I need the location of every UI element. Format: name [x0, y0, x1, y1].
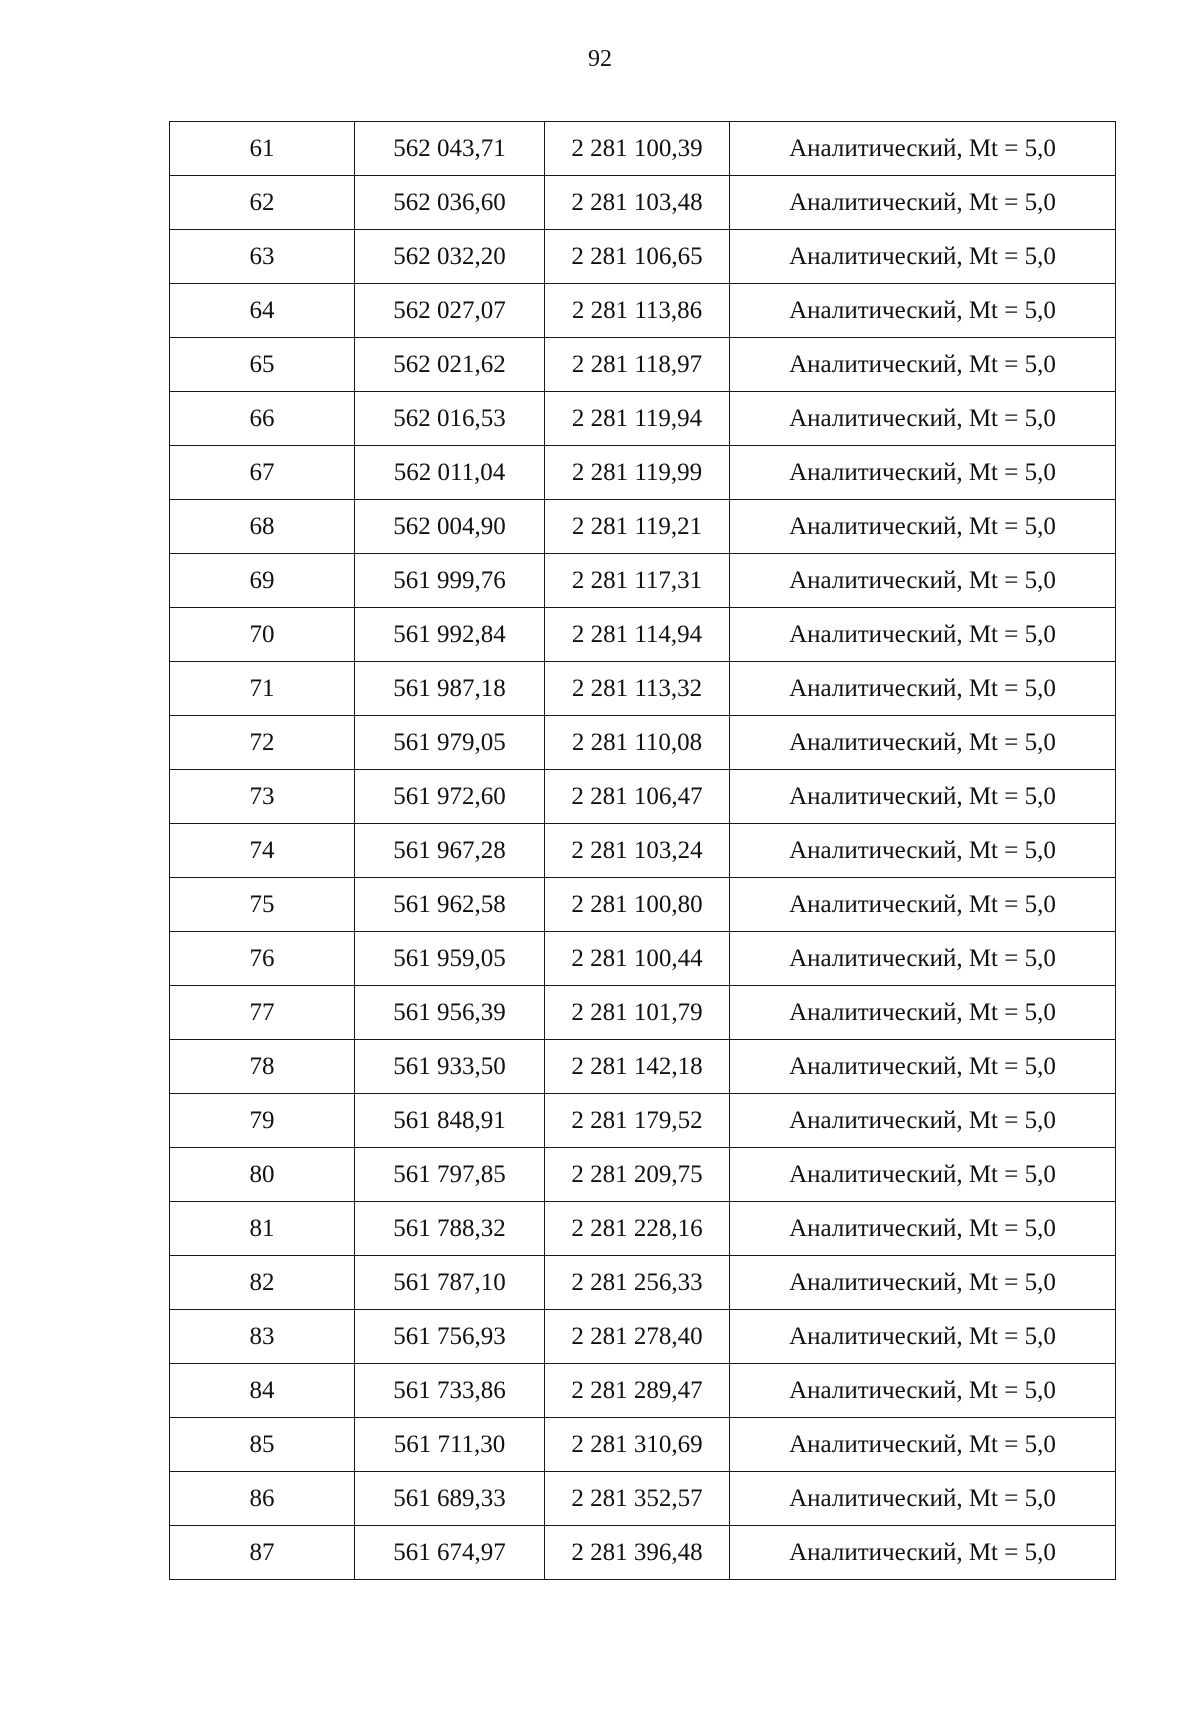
point-number-cell: 74: [170, 824, 355, 878]
point-number-cell: 76: [170, 932, 355, 986]
coordinate-y-cell: 2 281 113,86: [545, 284, 730, 338]
method-cell: Аналитический, Mt = 5,0: [730, 554, 1116, 608]
coordinate-y-cell: 2 281 106,65: [545, 230, 730, 284]
coordinate-x-cell: 561 674,97: [355, 1526, 545, 1580]
table-row: [170, 1202, 1116, 1256]
table-row: [170, 176, 1116, 230]
method-cell: Аналитический, Mt = 5,0: [730, 1094, 1116, 1148]
coordinate-y-cell: 2 281 142,18: [545, 1040, 730, 1094]
method-cell: Аналитический, Mt = 5,0: [730, 716, 1116, 770]
coordinate-x-cell: 562 032,20: [355, 230, 545, 284]
coordinate-x-cell: 561 987,18: [355, 662, 545, 716]
method-cell: Аналитический, Mt = 5,0: [730, 932, 1116, 986]
point-number-cell: 68: [170, 500, 355, 554]
coordinate-x-cell: 562 016,53: [355, 392, 545, 446]
method-cell: Аналитический, Mt = 5,0: [730, 1202, 1116, 1256]
coordinate-x-cell: 561 999,76: [355, 554, 545, 608]
table-row: [170, 554, 1116, 608]
point-number-cell: 80: [170, 1148, 355, 1202]
method-cell: Аналитический, Mt = 5,0: [730, 662, 1116, 716]
point-number-cell: 73: [170, 770, 355, 824]
method-cell: Аналитический, Mt = 5,0: [730, 230, 1116, 284]
table-row: [170, 1094, 1116, 1148]
method-cell: Аналитический, Mt = 5,0: [730, 824, 1116, 878]
coordinate-y-cell: 2 281 103,48: [545, 176, 730, 230]
method-cell: Аналитический, Mt = 5,0: [730, 284, 1116, 338]
table-row: [170, 662, 1116, 716]
table-row: [170, 1472, 1116, 1526]
point-number-cell: 63: [170, 230, 355, 284]
table-row: [170, 1256, 1116, 1310]
page-number: 92: [588, 46, 612, 72]
table-row: [170, 1310, 1116, 1364]
coordinate-x-cell: 561 848,91: [355, 1094, 545, 1148]
coordinates-table: [169, 121, 1116, 1580]
coordinate-y-cell: 2 281 117,31: [545, 554, 730, 608]
table-row: [170, 878, 1116, 932]
coordinate-x-cell: 561 787,10: [355, 1256, 545, 1310]
coordinate-y-cell: 2 281 209,75: [545, 1148, 730, 1202]
table-row: [170, 338, 1116, 392]
coordinate-y-cell: 2 281 179,52: [545, 1094, 730, 1148]
point-number-cell: 84: [170, 1364, 355, 1418]
coordinates-table-body: [170, 122, 1116, 1580]
coordinate-x-cell: 561 788,32: [355, 1202, 545, 1256]
table-row: [170, 824, 1116, 878]
table-row: [170, 770, 1116, 824]
table-row: [170, 1148, 1116, 1202]
coordinate-x-cell: 561 967,28: [355, 824, 545, 878]
table-row: [170, 230, 1116, 284]
table-row: [170, 1526, 1116, 1580]
coordinate-y-cell: 2 281 278,40: [545, 1310, 730, 1364]
coordinate-x-cell: 561 956,39: [355, 986, 545, 1040]
coordinate-y-cell: 2 281 310,69: [545, 1418, 730, 1472]
method-cell: Аналитический, Mt = 5,0: [730, 176, 1116, 230]
coordinate-y-cell: 2 281 110,08: [545, 716, 730, 770]
point-number-cell: 66: [170, 392, 355, 446]
table-row: [170, 608, 1116, 662]
method-cell: Аналитический, Mt = 5,0: [730, 1364, 1116, 1418]
method-cell: Аналитический, Mt = 5,0: [730, 392, 1116, 446]
coordinate-y-cell: 2 281 228,16: [545, 1202, 730, 1256]
method-cell: Аналитический, Mt = 5,0: [730, 500, 1116, 554]
coordinate-x-cell: 562 021,62: [355, 338, 545, 392]
coordinate-x-cell: 561 962,58: [355, 878, 545, 932]
coordinate-y-cell: 2 281 119,99: [545, 446, 730, 500]
coordinate-x-cell: 561 992,84: [355, 608, 545, 662]
method-cell: Аналитический, Mt = 5,0: [730, 122, 1116, 176]
method-cell: Аналитический, Mt = 5,0: [730, 1040, 1116, 1094]
coordinate-y-cell: 2 281 289,47: [545, 1364, 730, 1418]
table-row: [170, 446, 1116, 500]
coordinate-y-cell: 2 281 100,39: [545, 122, 730, 176]
point-number-cell: 67: [170, 446, 355, 500]
method-cell: Аналитический, Mt = 5,0: [730, 446, 1116, 500]
table-row: [170, 716, 1116, 770]
point-number-cell: 64: [170, 284, 355, 338]
coordinate-x-cell: 561 711,30: [355, 1418, 545, 1472]
point-number-cell: 69: [170, 554, 355, 608]
point-number-cell: 61: [170, 122, 355, 176]
coordinate-y-cell: 2 281 113,32: [545, 662, 730, 716]
point-number-cell: 79: [170, 1094, 355, 1148]
point-number-cell: 62: [170, 176, 355, 230]
point-number-cell: 70: [170, 608, 355, 662]
coordinate-y-cell: 2 281 118,97: [545, 338, 730, 392]
coordinate-y-cell: 2 281 396,48: [545, 1526, 730, 1580]
coordinate-x-cell: 562 011,04: [355, 446, 545, 500]
table-row: [170, 1418, 1116, 1472]
point-number-cell: 87: [170, 1526, 355, 1580]
table-row: [170, 500, 1116, 554]
coordinate-x-cell: 562 036,60: [355, 176, 545, 230]
coordinate-x-cell: 561 689,33: [355, 1472, 545, 1526]
method-cell: Аналитический, Mt = 5,0: [730, 986, 1116, 1040]
point-number-cell: 75: [170, 878, 355, 932]
coordinate-y-cell: 2 281 100,44: [545, 932, 730, 986]
method-cell: Аналитический, Mt = 5,0: [730, 608, 1116, 662]
method-cell: Аналитический, Mt = 5,0: [730, 1256, 1116, 1310]
point-number-cell: 81: [170, 1202, 355, 1256]
point-number-cell: 71: [170, 662, 355, 716]
coordinate-y-cell: 2 281 119,94: [545, 392, 730, 446]
coordinate-x-cell: 562 004,90: [355, 500, 545, 554]
coordinate-y-cell: 2 281 256,33: [545, 1256, 730, 1310]
coordinate-x-cell: 561 733,86: [355, 1364, 545, 1418]
method-cell: Аналитический, Mt = 5,0: [730, 878, 1116, 932]
point-number-cell: 85: [170, 1418, 355, 1472]
point-number-cell: 78: [170, 1040, 355, 1094]
coordinate-x-cell: 561 756,93: [355, 1310, 545, 1364]
coordinate-x-cell: 561 933,50: [355, 1040, 545, 1094]
coordinate-x-cell: 561 797,85: [355, 1148, 545, 1202]
table-row: [170, 1364, 1116, 1418]
coordinate-x-cell: 561 972,60: [355, 770, 545, 824]
coordinate-x-cell: 561 959,05: [355, 932, 545, 986]
method-cell: Аналитический, Mt = 5,0: [730, 770, 1116, 824]
coordinate-x-cell: 561 979,05: [355, 716, 545, 770]
table-row: [170, 1040, 1116, 1094]
table-row: [170, 392, 1116, 446]
table-row: [170, 986, 1116, 1040]
coordinate-y-cell: 2 281 114,94: [545, 608, 730, 662]
coordinate-y-cell: 2 281 352,57: [545, 1472, 730, 1526]
table-row: [170, 932, 1116, 986]
coordinate-x-cell: 562 043,71: [355, 122, 545, 176]
method-cell: Аналитический, Mt = 5,0: [730, 1526, 1116, 1580]
method-cell: Аналитический, Mt = 5,0: [730, 338, 1116, 392]
method-cell: Аналитический, Mt = 5,0: [730, 1472, 1116, 1526]
method-cell: Аналитический, Mt = 5,0: [730, 1310, 1116, 1364]
coordinate-y-cell: 2 281 106,47: [545, 770, 730, 824]
point-number-cell: 83: [170, 1310, 355, 1364]
point-number-cell: 77: [170, 986, 355, 1040]
point-number-cell: 65: [170, 338, 355, 392]
coordinate-y-cell: 2 281 103,24: [545, 824, 730, 878]
coordinate-x-cell: 562 027,07: [355, 284, 545, 338]
method-cell: Аналитический, Mt = 5,0: [730, 1418, 1116, 1472]
method-cell: Аналитический, Mt = 5,0: [730, 1148, 1116, 1202]
point-number-cell: 82: [170, 1256, 355, 1310]
table-row: [170, 122, 1116, 176]
table-row: [170, 284, 1116, 338]
coordinate-y-cell: 2 281 100,80: [545, 878, 730, 932]
point-number-cell: 72: [170, 716, 355, 770]
coordinate-y-cell: 2 281 119,21: [545, 500, 730, 554]
point-number-cell: 86: [170, 1472, 355, 1526]
coordinate-y-cell: 2 281 101,79: [545, 986, 730, 1040]
